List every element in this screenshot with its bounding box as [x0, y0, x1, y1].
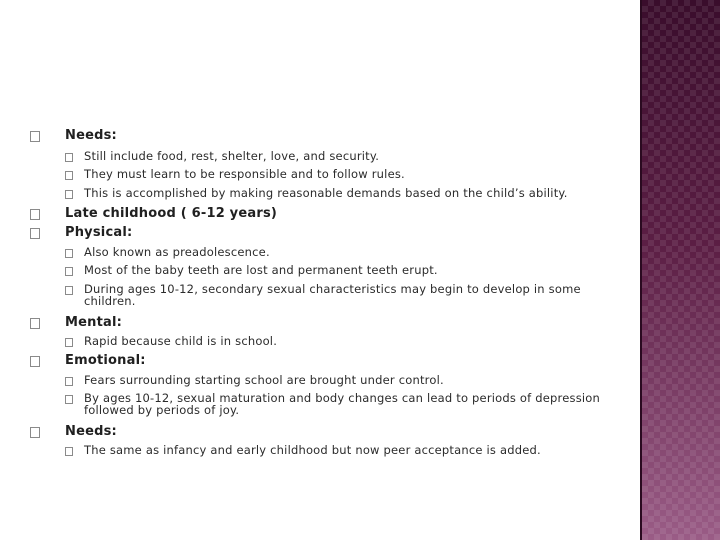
sub-bullet-text: Most of the baby teeth are lost and permanent teeth erupt. [84, 263, 438, 277]
bullet-item [65, 315, 122, 330]
checkbox-bullet-icon [65, 153, 73, 162]
bullet-item [65, 128, 117, 143]
checkbox-bullet-icon [65, 249, 73, 258]
bullet-item [65, 424, 117, 439]
checkbox-bullet-icon [30, 228, 40, 239]
sub-bullet-item [84, 374, 444, 386]
checkbox-bullet-icon [65, 377, 73, 386]
checkbox-bullet-icon [65, 338, 73, 347]
checkbox-bullet-icon [65, 447, 73, 456]
sub-bullet-item [84, 283, 604, 307]
checkbox-bullet-icon [30, 318, 40, 329]
checkbox-bullet-icon [65, 190, 73, 199]
bullet-text: Needs: [65, 128, 117, 143]
checkbox-bullet-icon [30, 209, 40, 220]
checkbox-bullet-icon [30, 131, 40, 142]
sub-bullet-text: During ages 10-12, secondary sexual characteristics may begin to develop in some children. [84, 282, 581, 308]
sub-bullet-item [84, 187, 568, 199]
sub-bullet-text: This is accomplished by making reasonable demands based on the child’s ability. [84, 186, 568, 200]
checkbox-bullet-icon [65, 395, 73, 404]
bullet-text: Needs: [65, 424, 117, 439]
sub-bullet-item [84, 246, 270, 258]
sub-bullet-text: Rapid because child is in school. [84, 334, 278, 348]
sub-bullet-item [84, 150, 379, 162]
sub-bullet-text: They must learn to be responsible and to follow rules. [84, 167, 405, 181]
sub-bullet-text: Still include food, rest, shelter, love, and security. [84, 149, 380, 163]
checkbox-bullet-icon [30, 356, 40, 367]
bullet-text: Mental: [65, 315, 123, 330]
checkbox-bullet-icon [30, 427, 40, 438]
sub-bullet-item [84, 444, 541, 456]
sub-bullet-text: By ages 10-12, sexual maturation and body changes can lead to periods of depression followed by periods of joy. [84, 391, 601, 417]
sub-bullet-text: Fears surrounding starting school are brought under control. [84, 373, 444, 387]
checkbox-bullet-icon [65, 286, 73, 295]
bullet-item [65, 353, 146, 368]
bullet-item [65, 206, 277, 221]
sub-bullet-item [84, 264, 438, 276]
sub-bullet-text: The same as infancy and early childhood but now peer acceptance is added. [84, 443, 541, 457]
sub-bullet-text: Also known as preadolescence. [84, 245, 270, 259]
decorative-side-band [642, 0, 720, 540]
checkbox-bullet-icon [65, 171, 73, 180]
sub-bullet-item [84, 392, 604, 416]
bullet-text: Physical: [65, 225, 133, 240]
sub-bullet-item [84, 335, 277, 347]
bullet-text: Emotional: [65, 353, 146, 368]
sub-bullet-item [84, 168, 405, 180]
bullet-text: Late childhood ( 6-12 years) [65, 206, 278, 221]
checkbox-bullet-icon [65, 267, 73, 276]
bullet-item [65, 225, 132, 240]
